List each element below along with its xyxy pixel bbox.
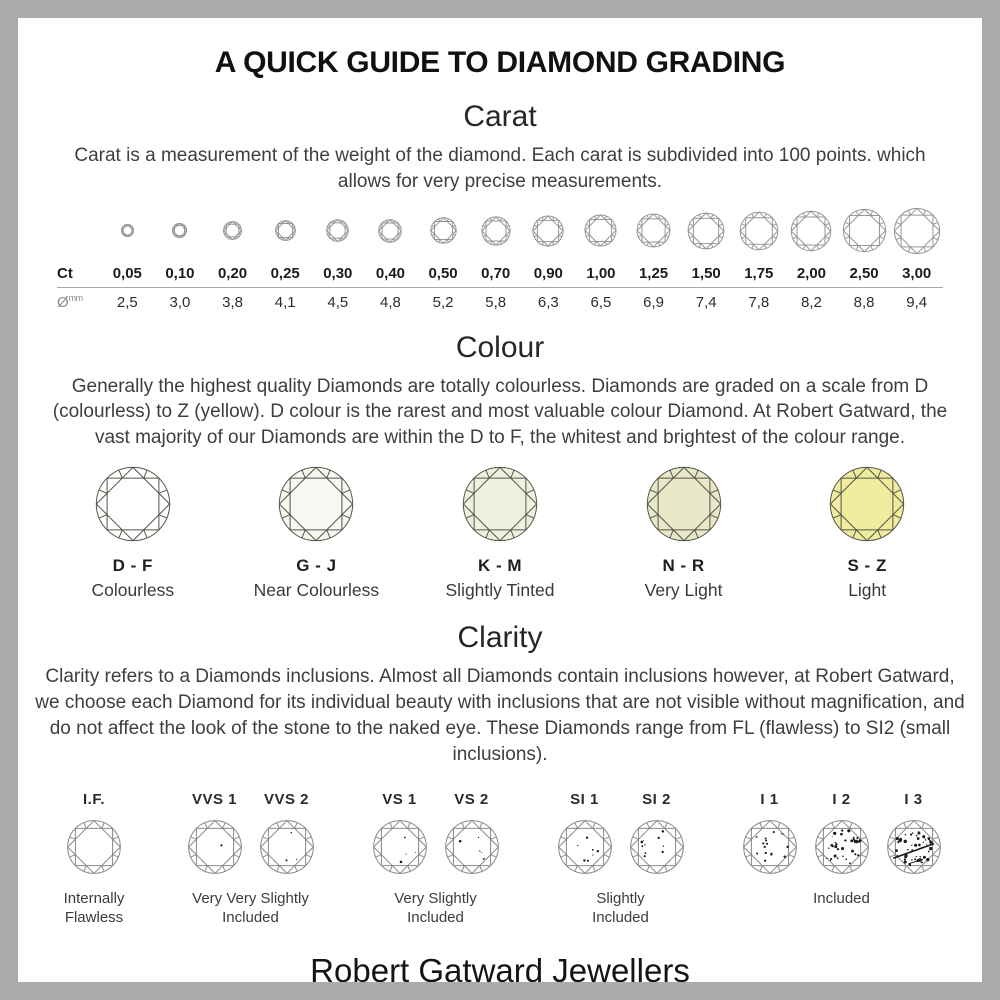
clarity-grade-label: VS 1 [382,791,417,809]
diamond-top-view-icon [842,208,887,253]
carat-description: Carat is a measurement of the weight of the diamond. Each carat is subdivided into 100 points. which allows for very precise measurements. [74,145,926,192]
carat-mm-value: 3,0 [169,293,191,311]
colour-grade-range: D - F [112,556,153,576]
carat-mm-value: 4,1 [274,293,296,311]
clarity-diamond-cell [625,791,688,875]
clarity-grade-label: VVS 2 [263,791,310,809]
clarity-diamond-cell [882,791,945,875]
clarity-diamond-cell [440,791,503,875]
clarity-grade-label: SI 2 [642,791,671,809]
clarity-diamond-cell [738,791,801,875]
carat-heading: Carat [463,100,537,133]
diamond-top-view-icon [430,217,457,244]
carat-ct-value: 2,50 [849,264,879,282]
carat-diamond-cell [733,211,786,251]
carat-diamond-cell [154,223,207,238]
carat-ct-value: 0,05 [112,264,142,282]
diamond-top-view-icon [223,221,242,240]
clarity-group-description: Included [813,890,870,908]
colour-grade-label: Very Light [644,580,723,601]
carat-diamond-cell [890,207,943,255]
carat-ct-value: 2,00 [796,264,827,282]
diamond-top-view-icon [645,465,723,543]
diamond-top-view-icon [629,819,685,875]
clarity-diamond-set [63,791,126,875]
clarity-group [55,791,133,928]
carat-diamond-cell [417,217,470,244]
colour-grade-label: Light [848,580,887,601]
colour-grade-cell [41,465,225,601]
diamond-top-view-icon [790,210,832,252]
colour-grade-label: Near Colourless [253,580,380,601]
carat-mm-value: 4,8 [380,293,401,311]
carat-ct-value: 0,70 [481,264,511,282]
carat-mm-value: 6,5 [590,293,612,311]
clarity-diamond-set [183,791,318,875]
clarity-description: Clarity refers to a Diamonds inclusions. Almost all Diamonds contain inclusions however, at Robert Gatward, we choose each Diamond for its individual beauty with inclusions that are not visible without magnification, and do not affect the look of the stone to the naked eye. These Diamonds range from FL (flawless) to SI2 (small inclusions). [35,666,965,765]
clarity-group [738,791,945,909]
clarity-grade-label: SI 1 [570,791,599,809]
clarity-diamond-cell [810,791,873,875]
colour-heading: Colour [455,330,545,364]
carat-mm-value: 6,3 [537,293,559,311]
diamond-top-view-icon [886,819,942,875]
diameter-symbol: Ø [57,293,69,311]
diamond-top-view-icon [636,213,671,248]
carat-diamond-cell [627,213,680,248]
clarity-diamond-cell [553,791,616,875]
carat-mm-value: 7,8 [748,293,770,311]
clarity-section [18,621,982,928]
clarity-grade-label: VVS 1 [191,791,238,809]
clarity-diamond-set [553,791,688,875]
carat-diamond-cell [785,210,838,252]
carat-ct-value: 1,00 [586,264,616,282]
clarity-group [368,791,503,928]
carat-mm-value: 8,2 [801,293,822,311]
carat-ct-value: 1,50 [691,264,721,282]
guide-page [18,18,982,982]
carat-ct-value: 0,20 [217,264,248,282]
clarity-grade-label: I.F. [82,791,105,809]
carat-mm-value: 6,9 [643,293,664,311]
carat-ct-value: 0,30 [323,264,353,282]
diamond-top-view-icon [372,819,428,875]
colour-grade-cell [225,465,409,601]
colour-grade-range: G - J [296,556,337,576]
colour-grade-cell [408,465,592,601]
diamond-top-view-icon [557,819,613,875]
clarity-group-description: Slightly Included [592,890,649,927]
clarity-diamond-cell [368,791,431,875]
carat-size-table [57,203,943,311]
carat-diamond-row [57,203,943,259]
carat-mm-value: 5,8 [485,293,507,311]
diamond-top-view-icon [277,465,355,543]
colour-grade-label: Colourless [91,580,175,601]
carat-ct-value: 0,25 [270,264,300,282]
colour-grade-cell [775,465,959,601]
carat-diamond-cell [469,216,522,246]
mm-unit-label: mm [68,292,83,303]
diamond-top-view-icon [584,214,617,247]
carat-diamond-cell [680,212,733,250]
clarity-grade-label: I 2 [832,791,851,809]
carat-table-divider [57,287,943,288]
diamond-top-view-icon [121,224,134,237]
carat-mm-value: 5,2 [432,293,454,311]
colour-description: Generally the highest quality Diamonds are totally colourless. Diamonds are graded on a scale from D (colourless) to Z (yellow). D colour is the rarest and most valuable colour Diamond. At Robert Gatward, the vast majority of our Diamonds are within the D to F, the whitest and brightest of the colour range. [52,375,948,449]
clarity-diamond-cell [183,791,246,875]
carat-diamond-cell [259,220,312,241]
carat-diamond-cell [206,221,259,240]
carat-diamond-cell [838,208,891,253]
carat-diamond-cell [312,219,365,242]
diamond-top-view-icon [172,223,187,238]
clarity-diamond-set [368,791,503,875]
clarity-grade-label: VS 2 [454,791,489,809]
carat-diamond-cell [522,215,575,247]
diamond-top-view-icon [828,465,906,543]
diamond-top-view-icon [259,819,315,875]
carat-diamond-cell [575,214,628,247]
carat-mm-value: 3,8 [222,293,243,311]
carat-section [18,100,982,311]
carat-ct-value: 0,90 [533,264,563,282]
diamond-top-view-icon [461,465,539,543]
colour-grade-range: K - M [477,556,522,576]
page-title: A QUICK GUIDE TO DIAMOND GRADING [214,46,786,79]
diamond-top-view-icon [532,215,564,247]
carat-mm-value: 8,8 [853,293,875,311]
diamond-top-view-icon [742,819,798,875]
carat-ct-value: 1,25 [638,264,669,282]
diamond-top-view-icon [94,465,172,543]
clarity-diamond-set [738,791,945,875]
carat-mm-value: 2,5 [116,293,138,311]
diamond-top-view-icon [893,207,941,255]
carat-diamond-cell [364,219,417,243]
colour-grade-row [41,465,959,601]
clarity-grade-label: I 3 [904,791,923,809]
carat-ct-row [57,265,943,282]
carat-mm-value: 7,4 [695,293,717,311]
carat-mm-value: 4,5 [327,293,349,311]
clarity-group-description: Very Slightly Included [394,890,477,927]
carat-ct-value: 0,10 [165,264,195,282]
clarity-diamond-cell [255,791,318,875]
carat-ct-value: 3,00 [902,264,932,282]
clarity-diamond-cell [63,791,126,875]
diamond-top-view-icon [378,219,402,243]
diamond-top-view-icon [444,819,500,875]
clarity-group [553,791,688,928]
diamond-top-view-icon [187,819,243,875]
diamond-top-view-icon [275,220,296,241]
clarity-group [183,791,318,928]
brand-footer: Robert Gatward Jewellers [310,951,690,982]
diamond-top-view-icon [481,216,511,246]
colour-grade-cell [592,465,776,601]
clarity-grade-row [18,791,982,928]
diamond-top-view-icon [326,219,349,242]
carat-mm-label [57,293,101,311]
clarity-group-description: Internally Flawless [63,890,125,927]
diamond-top-view-icon [739,211,779,251]
clarity-grade-label: I 1 [760,791,779,809]
carat-ct-value: 0,40 [375,264,406,282]
carat-mm-row [57,293,943,311]
carat-ct-label: Ct [57,264,73,282]
diamond-top-view-icon [814,819,870,875]
carat-diamond-cell [101,224,154,237]
colour-grade-range: N - R [662,556,705,576]
diamond-top-view-icon [66,819,122,875]
colour-grade-range: S - Z [847,556,887,576]
carat-ct-value: 1,75 [744,264,774,282]
carat-ct-value: 0,50 [428,264,458,282]
colour-section [18,331,982,601]
clarity-group-description: Very Very Slightly Included [192,890,309,927]
colour-grade-label: Slightly Tinted [445,580,555,601]
carat-mm-value: 9,4 [906,293,928,311]
clarity-heading: Clarity [457,621,543,655]
diamond-top-view-icon [687,212,725,250]
